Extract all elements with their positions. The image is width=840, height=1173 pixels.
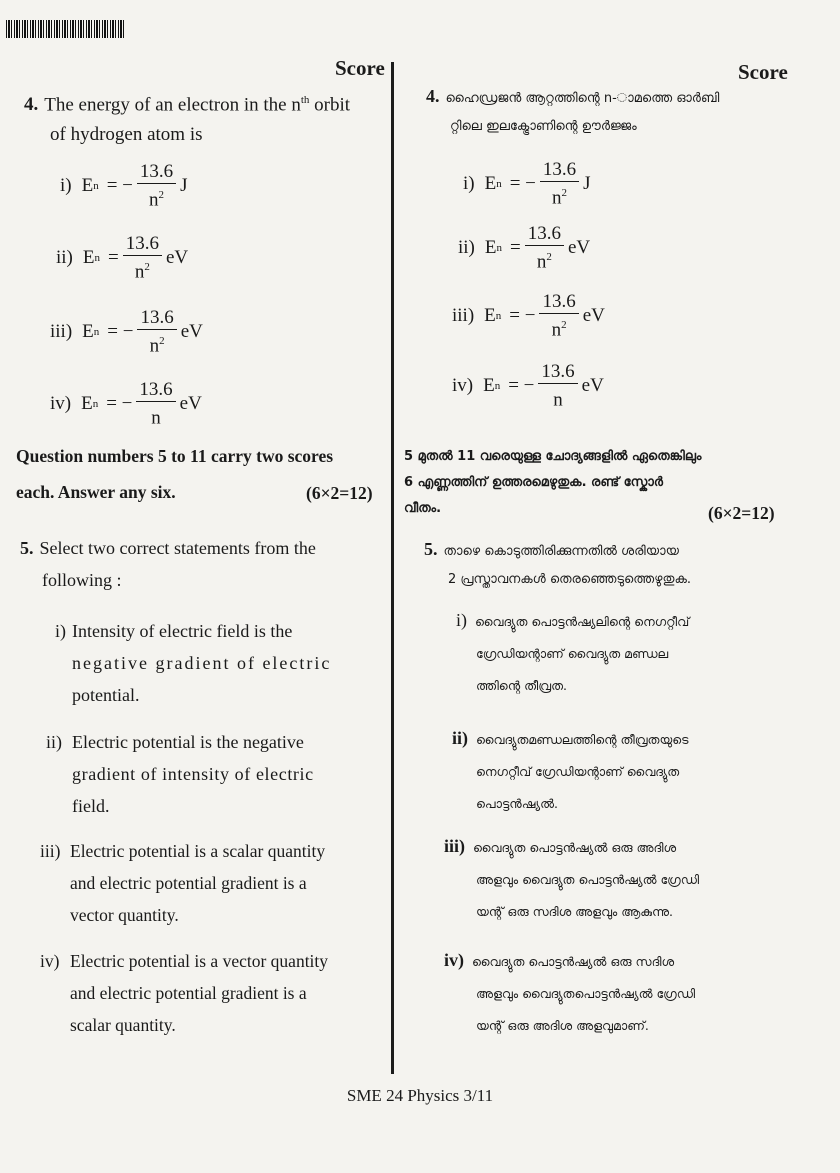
page-footer: SME 24 Physics 3/11 (346, 1086, 494, 1105)
q4-option-3-en (50, 306, 203, 357)
q4-stem-line1: The energy of an electron in the n (44, 94, 301, 116)
statement-roman: i) (456, 610, 467, 630)
q5-number: 5. (20, 538, 34, 558)
q4-option-4-en (50, 378, 202, 429)
option-unit: eV (581, 374, 604, 396)
q5-stem-ml-line1: താഴെ കൊടുത്തിരിക്കുന്നതിൽ ശരിയായ (443, 544, 679, 559)
option-fraction (538, 360, 577, 411)
statement-line: വൈദ്യുത പൊട്ടൻഷ്യൽ ഒരു അദിശ (473, 840, 677, 855)
statement-line: Intensity of electric field is the (72, 621, 293, 641)
q4-stem-line1b: orbit (309, 94, 351, 116)
fraction-numerator: 13.6 (539, 290, 578, 314)
option-unit: eV (567, 236, 591, 258)
statement-line: യന്റ് ഒരു സദിശ അളവും ആകുന്നു. (476, 904, 674, 919)
statement-line: അളവും വൈദ്യുത പൊട്ടൻഷ്യൽ ഗ്രേഡി (476, 872, 700, 887)
option-lhs: E (82, 320, 94, 342)
q5-statement-2-ml (452, 722, 796, 820)
option-roman: ii) (458, 236, 475, 258)
option-roman: i) (463, 172, 475, 194)
fraction-denominator: n (536, 251, 547, 273)
q5-statement-3-ml (444, 830, 796, 928)
option-sub: n (496, 241, 502, 254)
option-fraction (540, 158, 579, 209)
statement-line: gradient of intensity of electric (72, 764, 314, 784)
fraction-den-sup: 2 (144, 261, 150, 273)
option-fraction (539, 290, 578, 341)
q5-statement-2-en (46, 727, 376, 823)
statement-roman: iv) (444, 950, 464, 970)
statement-line: യന്റ് ഒരു അദിശ അളവുമാണ്. (476, 1018, 649, 1033)
statement-line: Electric potential is a scalar quantity (70, 841, 326, 861)
statement-roman: iii) (40, 841, 61, 861)
option-unit: eV (165, 246, 189, 268)
statement-line: negative gradient of electric (72, 653, 332, 673)
option-sign: = − (509, 172, 536, 194)
q4-option-2-ml (458, 222, 590, 273)
option-sub: n (494, 379, 501, 392)
barcode (6, 20, 124, 38)
option-unit: J (180, 174, 188, 196)
option-sign: = − (508, 374, 535, 396)
statement-line: vector quantity. (70, 905, 179, 925)
fraction-numerator: 13.6 (123, 232, 162, 256)
q4-stem-ml-line1: ഹൈഡ്രജൻ ആറ്റത്തിന്റെ n-ാമത്തെ ഓർബി (445, 91, 720, 106)
fraction-numerator: 13.6 (136, 378, 175, 402)
q4-option-1-en (60, 160, 188, 211)
fraction-den-sup: 2 (561, 187, 568, 199)
instructions-en-line1: Question numbers 5 to 11 carry two scores (16, 446, 334, 466)
statement-line: and electric potential gradient is a (70, 873, 307, 893)
q4-stem-sup: th (300, 94, 310, 106)
fraction-denominator: n (553, 389, 563, 411)
option-fraction (525, 222, 564, 273)
option-lhs: E (81, 174, 94, 196)
statement-line: scalar quantity. (70, 1015, 176, 1035)
option-roman: iv) (452, 374, 474, 396)
fraction-numerator: 13.6 (538, 360, 577, 384)
fraction-den-sup: 2 (546, 251, 552, 263)
option-sub: n (496, 177, 502, 190)
q5-stem-ml (424, 538, 804, 594)
statement-roman: iv) (40, 951, 60, 971)
option-sub: n (495, 309, 502, 322)
option-roman: iii) (50, 320, 73, 342)
marks-right: (6×2=12) (708, 503, 775, 523)
option-sub: n (93, 325, 100, 338)
option-roman: iv) (50, 392, 72, 414)
instructions-ml-line2: 6 എണ്ണത്തിന് ഉത്തരമെഴുതുക. രണ്ട് സ്കോർ (404, 475, 663, 490)
q5-stem-ml-line2: 2 പ്രസ്താവനകൾ തെരഞ്ഞെടുത്തെഴുതുക. (448, 572, 691, 587)
marks-left: (6×2=12) (306, 483, 373, 503)
q4-stem-line2: of hydrogen atom is (50, 124, 203, 146)
option-sub: n (94, 251, 100, 264)
fraction-den-sup: 2 (158, 189, 165, 201)
statement-line: Electric potential is a vector quantity (70, 951, 329, 971)
option-fraction (136, 378, 175, 429)
column-divider (391, 62, 394, 1074)
fraction-numerator: 13.6 (137, 306, 176, 330)
q4-stem-ml (426, 85, 806, 141)
statement-line: and electric potential gradient is a (70, 983, 307, 1003)
option-roman: ii) (56, 246, 73, 268)
q5-stem-line2: following : (42, 570, 122, 590)
option-sign: = − (107, 320, 134, 342)
option-sub: n (92, 397, 99, 410)
statement-line: വൈദ്യുത പൊട്ടൻഷ്യലിന്റെ നെഗറ്റീവ് (475, 614, 690, 629)
instructions-ml-line3: വീതം. (404, 501, 442, 516)
q4-option-4-ml (452, 360, 604, 411)
statement-line: വൈദ്യുതമണ്ഡലത്തിന്റെ തീവ്രതയുടെ (476, 732, 689, 747)
fraction-den-sup: 2 (561, 319, 567, 331)
option-sub: n (93, 179, 99, 192)
statement-line: അളവും വൈദ്യുതപൊട്ടൻഷ്യൽ ഗ്രേഡി (476, 986, 696, 1001)
statement-line: Electric potential is the negative (72, 732, 304, 752)
option-lhs: E (82, 246, 95, 268)
q5-number-ml: 5. (424, 539, 438, 559)
q4-stem-en (24, 85, 384, 150)
q5-stem-en (20, 532, 386, 596)
q5-statement-1-ml (456, 604, 796, 702)
option-unit: eV (179, 392, 202, 414)
q5-statement-3-en (40, 836, 376, 932)
option-fraction (137, 306, 176, 357)
q4-number: 4. (24, 94, 39, 116)
statement-line: ത്തിന്റെ തീവ്രത. (476, 678, 567, 693)
instructions-en-line2: each. Answer any six. (16, 482, 176, 502)
fraction-denominator: n (551, 319, 562, 341)
fraction-denominator: n (134, 261, 145, 283)
option-fraction (123, 232, 162, 283)
option-lhs: E (483, 374, 495, 396)
option-sign: = − (509, 304, 536, 326)
option-sign: = − (106, 174, 133, 196)
fraction-numerator: 13.6 (137, 160, 176, 184)
statement-roman: i) (55, 621, 66, 641)
fraction-den-sup: 2 (159, 335, 165, 347)
option-unit: eV (582, 304, 605, 326)
q5-stem-line1: Select two correct statements from the (39, 538, 316, 558)
option-lhs: E (484, 172, 497, 194)
q4-option-3-ml (452, 290, 605, 341)
option-unit: eV (180, 320, 203, 342)
q4-number-ml: 4. (426, 86, 440, 106)
statement-roman: iii) (444, 836, 465, 856)
q4-stem-ml-line2: റ്റിലെ ഇലക്ട്രോണിന്റെ ഊർജ്ജം (450, 119, 637, 134)
option-fraction (137, 160, 176, 211)
option-unit: J (583, 172, 591, 194)
statement-line: potential. (72, 685, 140, 705)
option-sign: = − (106, 392, 133, 414)
fraction-denominator: n (151, 407, 161, 429)
statement-line: നെഗറ്റീവ് ഗ്രേഡിയന്റാണ് വൈദ്യുത (476, 764, 680, 779)
statement-line: ഗ്രേഡിയന്റാണ് വൈദ്യുത മണ്ഡല (476, 646, 669, 661)
option-roman: iii) (452, 304, 475, 326)
statement-line: വൈദ്യുത പൊട്ടൻഷ്യൽ ഒരു സദിശ (472, 954, 675, 969)
fraction-denominator: n (149, 189, 159, 211)
option-sign: = (108, 246, 119, 268)
option-roman: i) (60, 174, 72, 196)
option-lhs: E (484, 304, 496, 326)
statement-line: പൊട്ടൻഷ്യൽ. (476, 796, 559, 811)
statement-line: field. (72, 796, 110, 816)
instructions-ml-line1: 5 മുതൽ 11 വരെയുള്ള ചോദ്യങ്ങളിൽ ഏതെങ്കിലും (404, 449, 702, 464)
statement-roman: ii) (46, 732, 62, 752)
score-label-left: Score (335, 56, 385, 80)
option-lhs: E (81, 392, 93, 414)
option-lhs: E (484, 236, 497, 258)
fraction-numerator: 13.6 (540, 158, 579, 182)
q5-statement-4-en (40, 946, 376, 1042)
fraction-numerator: 13.6 (525, 222, 564, 246)
q4-option-2-en (56, 232, 188, 283)
option-sign: = (510, 236, 521, 258)
fraction-denominator: n (149, 335, 160, 357)
q4-option-1-ml (463, 158, 591, 209)
q5-statement-4-ml (444, 944, 796, 1042)
statement-roman: ii) (452, 728, 468, 748)
score-label-right: Score (738, 60, 788, 84)
fraction-denominator: n (552, 187, 562, 209)
q5-statement-1-en (55, 616, 375, 712)
